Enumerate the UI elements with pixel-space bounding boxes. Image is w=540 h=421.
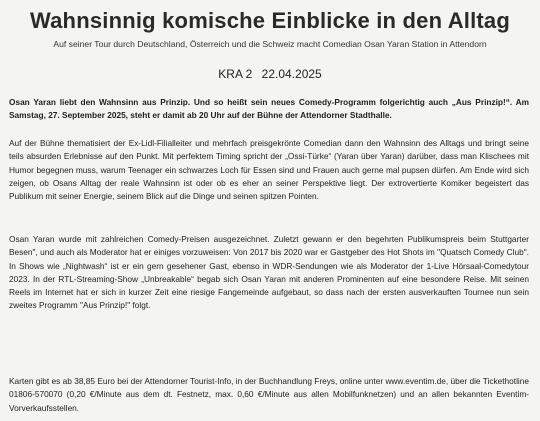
publication-date: 22.04.2025	[261, 67, 322, 81]
body-paragraph-1: Auf der Bühne thematisiert der Ex-Lidl-Filialleiter und mehrfach preisgekrönte Comedian dann den Wahnsinn des Alltags und bringt seine teils absurden Erlebnisse auf den Punkt. Mit perfektem Timing spricht der „Ossi-Türke“ (Yaran über Yaran) darüber, dass man Klischees mit Humor begegnen muss, warum Teenager ein schwarzes Loch für Essen sind und Frauen auch gerne mal pupsen dürfen. Am Ende wird sich zeigen, ob Osans Alltag der reale Wahnsinn ist oder ob es eher an seiner Perspektive liegt. Der extrovertierte Komiker begeistert das Publikum mit seiner Energie, seinem Blick auf die Dinge und seinen spitzen Pointen.	[9, 138, 529, 202]
ticket-info-paragraph: Karten gibt es ab 38,85 Euro bei der Attendorner Tourist-Info, in der Buchhandlung Freys, online unter www.eventim.de, über die Tickethotline 01806-570070 (0,20 €/Minute aus dem dt. Festnetz, max. 0,60 €/Minute aus allen Mobilfunknetzen) und an allen bekannten Eventim-Vorverkaufsstellen.	[9, 376, 529, 413]
source-date-line	[0, 67, 540, 81]
lead-paragraph: Osan Yaran liebt den Wahnsinn aus Prinzip. Und so heißt sein neues Comedy-Programm folgerichtig auch „Aus Prinzip!“. Am Samstag, 27. September 2025, steht er damit ab 20 Uhr auf der Bühne der Attendorner Stadthalle.	[9, 97, 529, 121]
body-paragraph-2: Osan Yaran wurde mit zahlreichen Comedy-Preisen ausgezeichnet. Zuletzt gewann er den begehrten Publikumspreis beim Stuttgarter Besen", und auch als Moderator hat er einiges vorzuweisen: Von 2017 bis 2020 war er Gastgeber des Hot Shots im "Quatsch Comedy Club". In Shows wie „Nightwash“ ist er ein gern gesehener Gast, ebenso in WDR-Sendungen wie als Moderator der 1-Live Hörsaal-Comedytour 2023. In der RTL-Streaming-Show „Unbreakable“ begab sich Osan Yaran mit anderen Prominenten auf eine besondere Reise. Mit seinen Reels im Internet hat er sich in kurzer Zeit eine riesige Fangemeinde aufgebaut, so dass nach der ersten ausverkauften Tournee nun sein zweites Programm "Aus Prinzip!" folgt.	[9, 234, 529, 311]
source-code: KRA 2	[218, 67, 253, 81]
headline: Wahnsinnig komische Einblicke in den Alltag	[29, 8, 511, 33]
subheadline: Auf seiner Tour durch Deutschland, Österreich und die Schweiz macht Comedian Osan Yaran Station in Attendorn	[53, 39, 487, 49]
